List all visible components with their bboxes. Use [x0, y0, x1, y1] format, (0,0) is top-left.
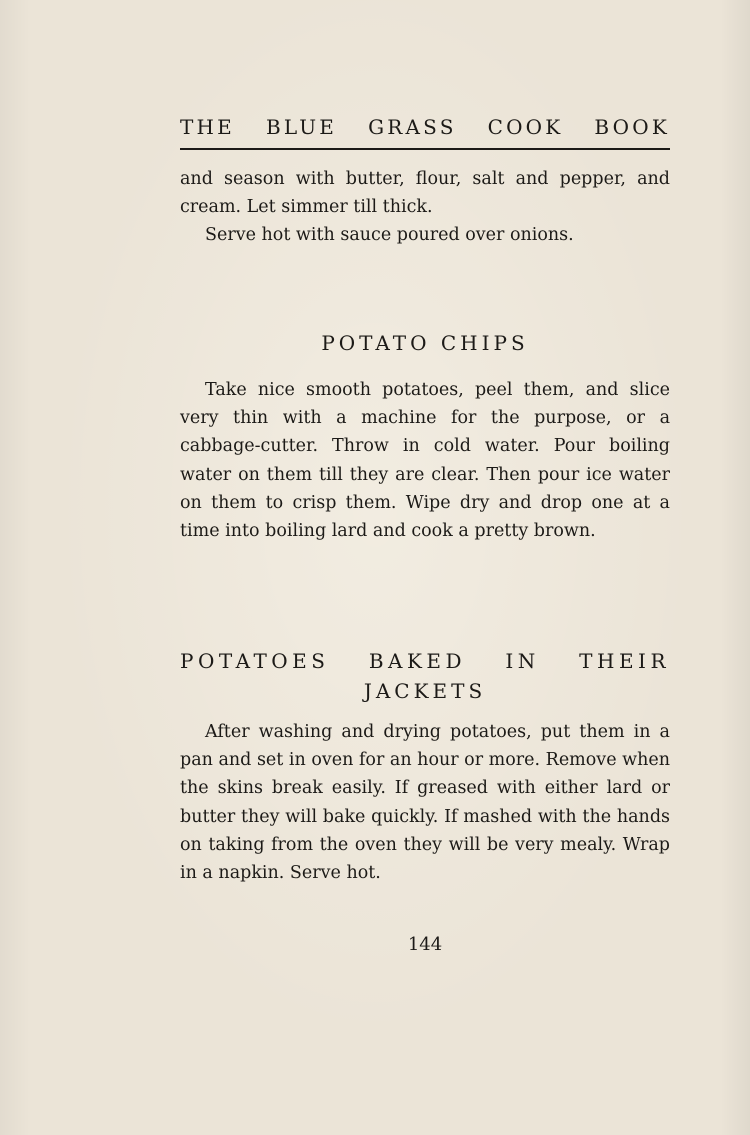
recipe-body-potato-chips: [180, 376, 670, 545]
page-number: 144: [407, 934, 443, 955]
recipe-paragraph: After washing and drying potatoes, put them in a pan and set in oven for an hour or more. Remove when the skins break easily. If greased with either lard or butter they will bake quickly. If mashed with the hands on taking from the oven they will be very mealy. Wrap in a napkin. Serve hot.: [180, 722, 670, 884]
running-head: THE BLUE GRASS COOK BOOK: [180, 115, 670, 139]
recipe-title-line-2: JACKETS: [363, 679, 487, 703]
continued-paragraph: and season with butter, flour, salt and pepper, and cream. Let simmer till thick.: [180, 169, 670, 218]
recipe-title-potatoes-baked: [180, 646, 670, 706]
recipe-title-line-1: POTATOES BAKED IN THEIR: [180, 649, 670, 673]
serving-note: Serve hot with sauce poured over onions.: [205, 225, 574, 246]
recipe-body-potatoes-baked: [180, 718, 670, 887]
recipe-title-potato-chips: POTATO CHIPS: [321, 331, 529, 355]
continued-recipe-text: [180, 165, 670, 250]
header-rule: [180, 148, 670, 150]
recipe-paragraph: Take nice smooth potatoes, peel them, and slice very thin with a machine for the purpose, or a cabbage-cutter. Throw in cold water. Pour boiling water on them till they are clear. Then pour ice water on them to crisp them. Wipe dry and drop one at a time into boiling lard and cook a pretty brown.: [180, 380, 670, 542]
